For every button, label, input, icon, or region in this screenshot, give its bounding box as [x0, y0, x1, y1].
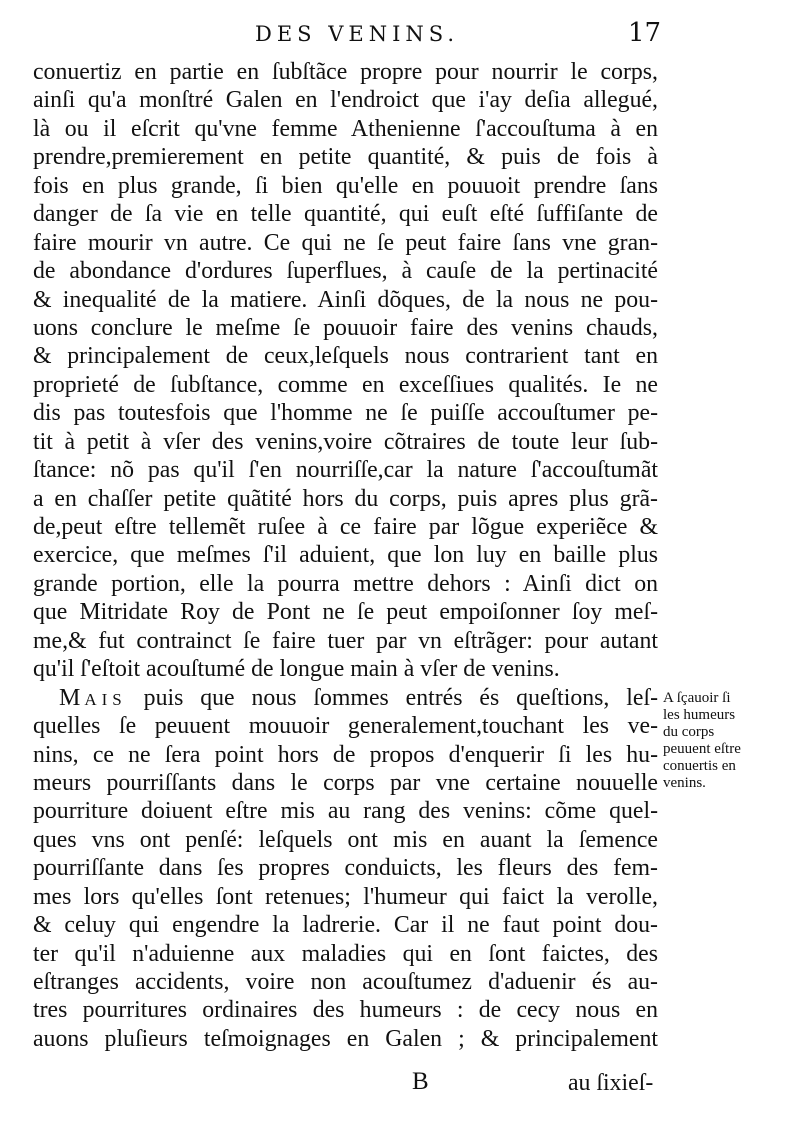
margin-note [663, 690, 793, 792]
catchword: au ſixieſ- [568, 1070, 654, 1096]
text-line: proprieté de ſubſtance, comme en exceſſiues qualités. Ie ne [33, 371, 658, 398]
text-line: uons conclure le meſme ſe pouuoir faire des venins chauds, [33, 314, 658, 341]
text-line: prendre,premierement en petite quantité, & puis de fois à [33, 144, 658, 171]
text-line: que Mitridate Roy de Pont ne ſe peut empoiſonner ſoy meſ- [33, 599, 658, 626]
text-line: dis pas toutesfois que l'homme ne ſe puiſſe accouſtumer pe- [33, 400, 658, 427]
text-line: de,peut eſtre tellemẽt ruſee à ce faire par lõgue experiẽce & [33, 514, 658, 540]
text-line: exercice, que meſmes ſ'il aduient, que lon luy en baille plus [33, 542, 658, 569]
margin-note-line: du corps [663, 724, 715, 740]
text-line: a en chaſſer petite quãtité hors du corps, puis apres plus grã- [33, 485, 658, 512]
paragraph-initial: M [59, 684, 85, 711]
text-line: ter qu'il n'aduienne aux maladies qui en ſont faictes, des [33, 940, 658, 967]
text-line: qu'il ſ'eſtoit acouſtumé de longue main à vſer de venins. [33, 656, 560, 683]
margin-note-line: conuertis en [663, 758, 736, 774]
text-line: là ou il eſcrit qu'vne femme Athenienne ſ'accouſtuma à en [33, 115, 658, 142]
running-head: DES VENINS. [255, 22, 460, 46]
text-line: & inequalité de la matiere. Ainſi dõques, de la nous ne pou- [33, 286, 658, 313]
text-line: fois en plus grande, ſi bien qu'elle en pouuoit prendre ſans [33, 172, 658, 199]
text-line: ques vns ont penſé: leſquels ont mis en auant la ſemence [33, 826, 658, 853]
text-line: & celuy qui engendre la ladrerie. Car il ne faut point dou- [33, 912, 658, 939]
text-line: conuertiz en partie en ſubſtãce propre pour nourrir le corps, [33, 59, 658, 85]
text-line: mes lors qu'elles ſont retenues; l'humeur qui faict la verolle, [33, 883, 658, 910]
text-line: de abondance d'ordures ſuperflues, à cauſe de la pertinacité [33, 258, 658, 285]
text-line: eſtranges accidents, voire non acouſtumez d'aduenir és au- [33, 969, 658, 995]
text-line: danger de ſa vie en telle quantité, qui euſt eſté ſuffiſante de [33, 201, 658, 228]
text-line: meurs pourriſſants dans le corps par vne certaine nouuelle [33, 769, 658, 796]
paragraph-opening-line [33, 684, 658, 712]
page-number: 17 [628, 18, 662, 48]
text-line: pourriture doiuent eſtre mis au rang des venins: cõme quel- [33, 798, 658, 825]
text-line: tres pourritures ordinaires des humeurs : de cecy nous en [33, 997, 658, 1024]
margin-note-line: les humeurs [663, 707, 736, 723]
text-line: faire mourir vn autre. Ce qui ne ſe peut faire ſans vne gran- [33, 229, 658, 256]
margin-note-line: venins. [663, 775, 706, 791]
text-line: grande portion, elle la pourra mettre dehors : Ainſi dict on [33, 570, 658, 597]
text-line: me,& fut contrainct ſe faire tuer par vn eſtrãger: pour autant [33, 627, 658, 654]
text-line: pourriſſante dans ſes propres conduicts, les fleurs des fem- [33, 855, 658, 882]
text-line: ainſi qu'a monſtré Galen en l'endroict que i'ay deſia allegué, [33, 87, 658, 114]
paragraph-smallcaps: AIS [84, 689, 127, 709]
signature-mark: B [412, 1068, 429, 1095]
text-fragment: puis que nous ſommes entrés és queſtions, leſ- [126, 684, 658, 711]
margin-note-line: A ſçauoir ſi [663, 690, 731, 706]
text-line: quelles ſe peuuent mouuoir generalement,touchant les ve- [33, 713, 658, 740]
text-line: & principalement de ceux,leſquels nous contrarient tant en [33, 343, 658, 370]
margin-note-line: peuuent eſtre [663, 741, 741, 757]
body-text [33, 58, 658, 1053]
text-line: ſtance: nõ pas qu'il ſ'en nourriſſe,car la nature ſ'accouſtumãt [33, 457, 658, 484]
text-line: tit à petit à vſer des venins,voire cõtraires de toute leur ſub- [33, 428, 658, 455]
text-line: auons pluſieurs teſmoignages en Galen ; & principalement [33, 1025, 658, 1052]
text-line: nins, ce ne ſera point hors de propos d'enquerir ſi les hu- [33, 741, 658, 768]
